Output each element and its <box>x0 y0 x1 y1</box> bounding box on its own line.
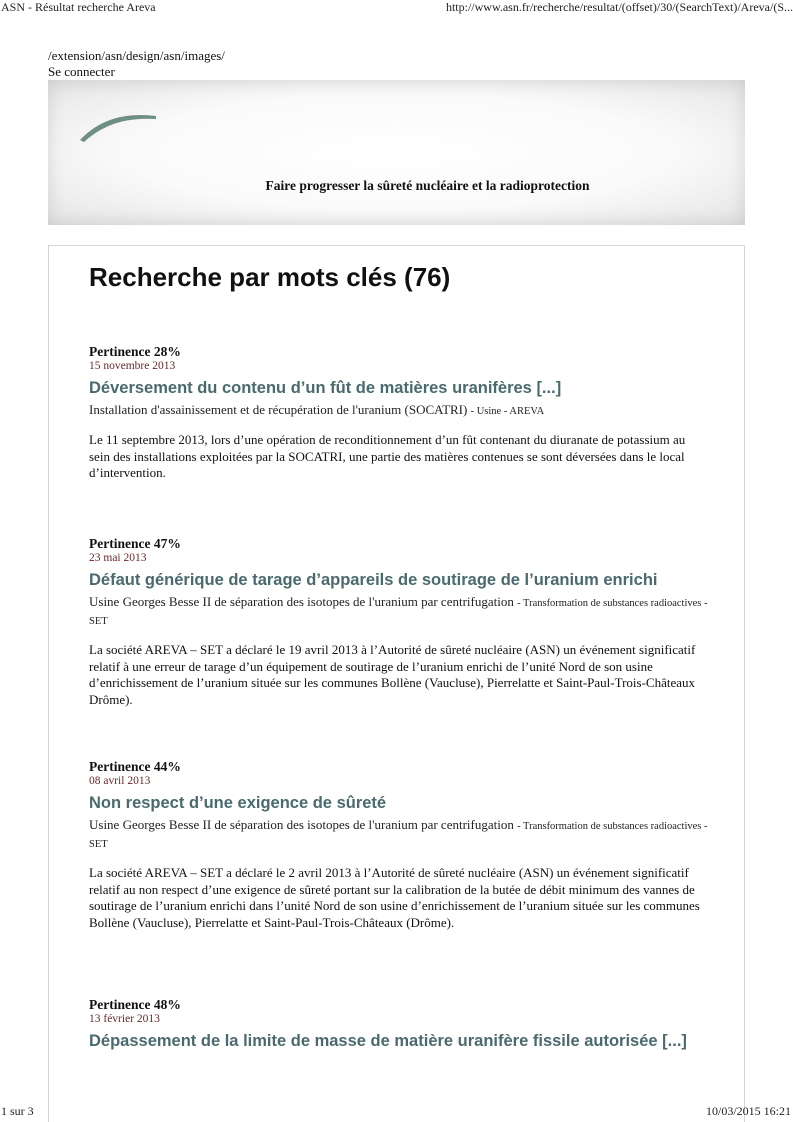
result-title-link[interactable]: Déversement du contenu d’un fût de matières uranifères [...] <box>89 379 562 397</box>
result-title-link[interactable]: Défaut générique de tarage d’appareils de soutirage de l’uranium enrichi <box>89 571 658 589</box>
main-content <box>48 245 745 1122</box>
result-date: 23 mai 2013 <box>89 552 147 564</box>
result-subtitle <box>89 817 709 853</box>
print-header-title: ASN - Résultat recherche Areva <box>1 0 156 14</box>
print-footer-page: 1 sur 3 <box>1 1104 34 1118</box>
result-category: - Usine - AREVA <box>470 406 545 417</box>
banner-tagline: Faire progresser la sûreté nucléaire et la radioprotection <box>265 178 590 193</box>
result-date: 15 novembre 2013 <box>89 360 176 372</box>
search-result <box>89 536 709 708</box>
search-result <box>89 997 709 1052</box>
print-header <box>0 0 793 16</box>
print-header-url: http://www.asn.fr/recherche/resultat/(offset)/30/(SearchText)/Areva/(S... <box>445 0 793 14</box>
result-category: - Transformation de substances radioactives - SET <box>89 598 708 627</box>
top-lines <box>48 48 225 80</box>
result-description: La société AREVA – SET a déclaré le 19 avril 2013 à l’Autorité de sûreté nucléaire (ASN) un événement significatif relatif à une erreur de tarage d’un équipement de soutirage de l’uranium enrichi de l’unité Nord de son usine d’enrichissement de l’uranium située sur les communes Bollène (Vaucluse), Pierrelatte et Saint-Paul-Trois-Châteaux Drôme). <box>89 642 696 707</box>
site-banner <box>48 80 745 225</box>
page-title: Recherche par mots clés (76) <box>89 262 451 292</box>
search-result <box>89 344 709 482</box>
result-description: La société AREVA – SET a déclaré le 2 avril 2013 à l’Autorité de sûreté nucléaire (ASN) un événement significatif relatif au non respect d’une exigence de sûreté portant sur la calibration de la butée de débit minimum des vannes de soutirage de l’uranium enrichi dans l’unité Nord de son usine d’enrichissement de l’uranium située sur les communes Bollène (Vaucluse), Pierrelatte et Saint-Paul-Trois-Châteaux (Drôme). <box>89 865 700 930</box>
result-installation: Usine Georges Besse II de séparation des isotopes de l'uranium par centrifugation <box>89 817 514 832</box>
result-pertinence: Pertinence 47% <box>89 536 181 551</box>
result-title-link[interactable]: Dépassement de la limite de masse de matière uranifère fissile autorisée [...] <box>89 1032 687 1050</box>
login-link[interactable]: Se connecter <box>48 64 115 79</box>
result-pertinence: Pertinence 28% <box>89 344 181 359</box>
print-footer-datetime: 10/03/2015 16:21 <box>705 1104 791 1118</box>
result-subtitle <box>89 402 709 420</box>
asn-logo-icon[interactable] <box>78 110 160 144</box>
search-result <box>89 759 709 931</box>
result-date: 13 février 2013 <box>89 1013 160 1025</box>
result-pertinence: Pertinence 44% <box>89 759 181 774</box>
result-installation: Installation d'assainissement et de récupération de l'uranium (SOCATRI) <box>89 402 468 417</box>
result-description: Le 11 septembre 2013, lors d’une opération de reconditionnement d’un fût contenant du diuranate de potassium au sein des installations exploitées par la SOCATRI, une partie des matières contenues se sont déversées dans le local d’intervention. <box>89 432 686 480</box>
print-footer <box>0 1104 793 1120</box>
result-category: - Transformation de substances radioactives - SET <box>89 821 708 850</box>
result-date: 08 avril 2013 <box>89 775 151 787</box>
result-subtitle <box>89 594 709 630</box>
result-title-link[interactable]: Non respect d’une exigence de sûreté <box>89 794 387 812</box>
broken-image-path: /extension/asn/design/asn/images/ <box>48 48 225 63</box>
result-pertinence: Pertinence 48% <box>89 997 181 1012</box>
result-installation: Usine Georges Besse II de séparation des isotopes de l'uranium par centrifugation <box>89 594 514 609</box>
